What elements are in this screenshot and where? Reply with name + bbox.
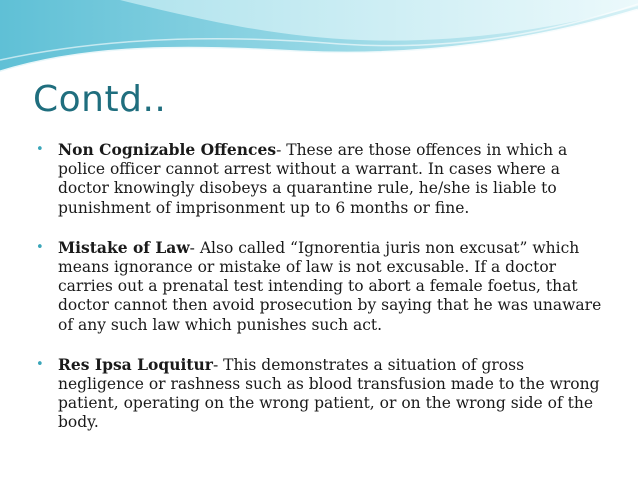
bullet-dot-icon: • [36, 356, 44, 372]
bullet-dot-icon: • [36, 239, 44, 255]
bullet-dot-icon: • [36, 142, 44, 157]
bullet-res-ipsa-loquitur [34, 355, 614, 433]
bullet-text: - This demonstrates a situation of gross negligence or rashness such as blood transfusion made to the wrong patient, operating on the wrong patient, or on the wrong side of the body. [58, 355, 600, 432]
bullet-term: Mistake of Law [58, 237, 190, 257]
header-wave-decoration [0, 0, 638, 80]
bullet-term: Res Ipsa Loquitur [58, 354, 213, 374]
bullet-mistake-of-law [34, 238, 614, 335]
slide-title: Contd.. [33, 79, 167, 120]
bullet-non-cognizable-offences [34, 140, 614, 218]
bullet-text: - These are those offences in which a police officer cannot arrest without a warrant. In cases where a doctor knowingly disobeys a quarantine rule, he/she is liable to punishment of imprisonment up to 6 months or fine. [58, 141, 568, 217]
bullet-list [34, 140, 614, 433]
bullet-text: - Also called “Ignorentia juris non excusat” which means ignorance or mistake of law is not excusable. If a doctor carries out a prenatal test intending to abort a female foetus, that doctor cannot then avoid prosecution by saying that he was unaware of any such law which punishes such act. [58, 238, 602, 334]
bullet-term: Non Cognizable Offences [58, 140, 277, 159]
